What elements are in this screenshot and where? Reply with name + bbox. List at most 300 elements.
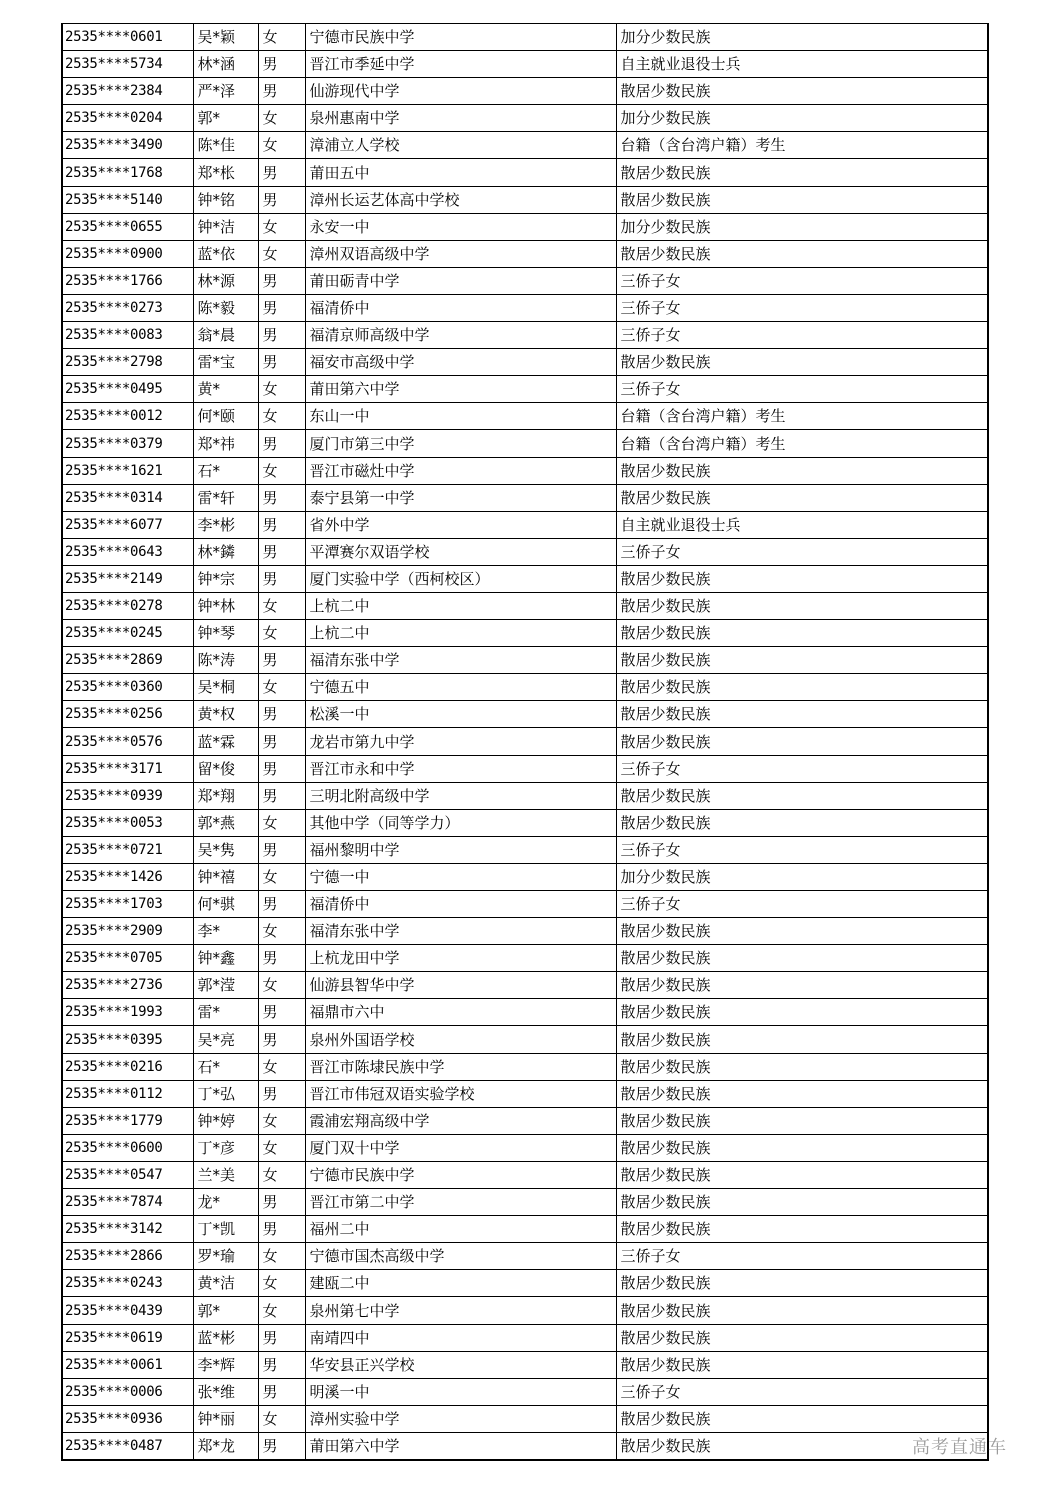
candidate-name-cell: 郑*枨 <box>193 159 258 186</box>
candidate-name-cell: 钟*禧 <box>193 863 258 890</box>
category-cell: 散居少数民族 <box>616 728 988 755</box>
candidate-gender-cell: 男 <box>258 267 305 294</box>
table-row <box>62 511 988 538</box>
candidate-gender-cell: 男 <box>258 1080 305 1107</box>
candidate-name-cell: 蓝*霖 <box>193 728 258 755</box>
candidate-id-cell: 2535****0273 <box>62 294 193 321</box>
candidate-id-cell: 2535****0601 <box>62 24 193 51</box>
candidate-gender-cell: 男 <box>258 294 305 321</box>
candidate-name-cell: 郭*滢 <box>193 972 258 999</box>
category-cell: 三侨子女 <box>616 1243 988 1270</box>
category-cell: 散居少数民族 <box>616 647 988 674</box>
category-cell: 散居少数民族 <box>616 674 988 701</box>
candidate-name-cell: 丁*彦 <box>193 1134 258 1161</box>
category-cell: 散居少数民族 <box>616 349 988 376</box>
candidate-id-cell: 2535****0360 <box>62 674 193 701</box>
table-row <box>62 1053 988 1080</box>
candidate-gender-cell: 男 <box>258 565 305 592</box>
category-cell: 三侨子女 <box>616 294 988 321</box>
candidate-gender-cell: 女 <box>258 918 305 945</box>
table-row <box>62 1134 988 1161</box>
candidate-gender-cell: 女 <box>258 403 305 430</box>
school-name-cell: 仙游县智华中学 <box>305 972 616 999</box>
table-row <box>62 186 988 213</box>
candidate-id-cell: 2535****2736 <box>62 972 193 999</box>
category-cell: 散居少数民族 <box>616 620 988 647</box>
candidate-gender-cell: 男 <box>258 51 305 78</box>
school-name-cell: 厦门实验中学（西柯校区） <box>305 565 616 592</box>
candidate-name-cell: 林*鏻 <box>193 538 258 565</box>
candidate-id-cell: 2535****0487 <box>62 1432 193 1460</box>
candidate-gender-cell: 女 <box>258 1053 305 1080</box>
category-cell: 加分少数民族 <box>616 105 988 132</box>
candidate-gender-cell: 男 <box>258 78 305 105</box>
category-cell: 台籍（含台湾户籍）考生 <box>616 403 988 430</box>
category-cell: 散居少数民族 <box>616 484 988 511</box>
candidate-name-cell: 蓝*依 <box>193 240 258 267</box>
candidate-id-cell: 2535****0216 <box>62 1053 193 1080</box>
candidate-id-cell: 2535****0900 <box>62 240 193 267</box>
candidate-id-cell: 2535****0576 <box>62 728 193 755</box>
candidate-id-cell: 2535****0204 <box>62 105 193 132</box>
candidate-gender-cell: 女 <box>258 213 305 240</box>
candidate-name-cell: 郑*龙 <box>193 1432 258 1460</box>
candidate-id-cell: 2535****0006 <box>62 1378 193 1405</box>
school-name-cell: 泉州第七中学 <box>305 1297 616 1324</box>
candidate-gender-cell: 女 <box>258 240 305 267</box>
candidate-name-cell: 钟*婷 <box>193 1107 258 1134</box>
category-cell: 散居少数民族 <box>616 1270 988 1297</box>
candidate-name-cell: 李*辉 <box>193 1351 258 1378</box>
candidate-id-cell: 2535****0278 <box>62 592 193 619</box>
category-cell: 散居少数民族 <box>616 592 988 619</box>
candidate-gender-cell: 男 <box>258 728 305 755</box>
table-row <box>62 592 988 619</box>
candidate-gender-cell: 男 <box>258 836 305 863</box>
category-cell: 散居少数民族 <box>616 782 988 809</box>
school-name-cell: 福安市高级中学 <box>305 349 616 376</box>
candidate-name-cell: 石* <box>193 457 258 484</box>
category-cell: 散居少数民族 <box>616 159 988 186</box>
table-row <box>62 213 988 240</box>
school-name-cell: 莆田五中 <box>305 159 616 186</box>
candidate-name-cell: 李*彬 <box>193 511 258 538</box>
school-name-cell: 泰宁县第一中学 <box>305 484 616 511</box>
candidate-gender-cell: 男 <box>258 1351 305 1378</box>
table-row <box>62 159 988 186</box>
school-name-cell: 上杭二中 <box>305 592 616 619</box>
table-row <box>62 403 988 430</box>
category-cell: 加分少数民族 <box>616 24 988 51</box>
school-name-cell: 平潭赛尔双语学校 <box>305 538 616 565</box>
school-name-cell: 上杭龙田中学 <box>305 945 616 972</box>
category-cell: 加分少数民族 <box>616 863 988 890</box>
candidate-gender-cell: 男 <box>258 538 305 565</box>
school-name-cell: 漳州实验中学 <box>305 1405 616 1432</box>
candidate-gender-cell: 男 <box>258 782 305 809</box>
candidate-gender-cell: 男 <box>258 1026 305 1053</box>
candidate-name-cell: 留*俊 <box>193 755 258 782</box>
candidate-gender-cell: 男 <box>258 484 305 511</box>
candidate-id-cell: 2535****0395 <box>62 1026 193 1053</box>
school-name-cell: 宁德市国杰高级中学 <box>305 1243 616 1270</box>
candidate-name-cell: 郑*祎 <box>193 430 258 457</box>
table-row <box>62 1351 988 1378</box>
category-cell: 加分少数民族 <box>616 213 988 240</box>
school-name-cell: 三明北附高级中学 <box>305 782 616 809</box>
candidate-name-cell: 兰*美 <box>193 1161 258 1188</box>
table-row <box>62 1432 988 1460</box>
category-cell: 散居少数民族 <box>616 240 988 267</box>
table-row <box>62 24 988 51</box>
school-name-cell: 华安县正兴学校 <box>305 1351 616 1378</box>
candidate-id-cell: 2535****0655 <box>62 213 193 240</box>
candidate-gender-cell: 男 <box>258 701 305 728</box>
candidate-name-cell: 吴*隽 <box>193 836 258 863</box>
school-name-cell: 松溪一中 <box>305 701 616 728</box>
table-row <box>62 701 988 728</box>
school-name-cell: 晋江市伟冠双语实验学校 <box>305 1080 616 1107</box>
school-name-cell: 仙游现代中学 <box>305 78 616 105</box>
category-cell: 散居少数民族 <box>616 1405 988 1432</box>
candidate-id-cell: 2535****2149 <box>62 565 193 592</box>
school-name-cell: 漳州双语高级中学 <box>305 240 616 267</box>
candidate-gender-cell: 男 <box>258 322 305 349</box>
category-cell: 散居少数民族 <box>616 1107 988 1134</box>
candidate-gender-cell: 女 <box>258 620 305 647</box>
candidate-gender-cell: 女 <box>258 1270 305 1297</box>
candidate-gender-cell: 男 <box>258 647 305 674</box>
table-row <box>62 376 988 403</box>
school-name-cell: 福清东张中学 <box>305 918 616 945</box>
candidate-id-cell: 2535****0053 <box>62 809 193 836</box>
category-cell: 散居少数民族 <box>616 1324 988 1351</box>
table-row <box>62 1270 988 1297</box>
candidate-id-cell: 2535****0939 <box>62 782 193 809</box>
candidate-gender-cell: 女 <box>258 1405 305 1432</box>
school-name-cell: 福清东张中学 <box>305 647 616 674</box>
candidate-id-cell: 2535****0547 <box>62 1161 193 1188</box>
candidate-id-cell: 2535****0112 <box>62 1080 193 1107</box>
candidate-id-cell: 2535****3171 <box>62 755 193 782</box>
school-name-cell: 晋江市永和中学 <box>305 755 616 782</box>
table-row <box>62 1378 988 1405</box>
table-row <box>62 322 988 349</box>
candidate-id-cell: 2535****0012 <box>62 403 193 430</box>
candidate-name-cell: 钟*洁 <box>193 213 258 240</box>
school-name-cell: 明溪一中 <box>305 1378 616 1405</box>
candidate-gender-cell: 女 <box>258 809 305 836</box>
category-cell: 三侨子女 <box>616 1378 988 1405</box>
category-cell: 三侨子女 <box>616 376 988 403</box>
candidate-gender-cell: 女 <box>258 457 305 484</box>
candidate-id-cell: 2535****1993 <box>62 999 193 1026</box>
candidate-name-cell: 雷*轩 <box>193 484 258 511</box>
category-cell: 散居少数民族 <box>616 1134 988 1161</box>
school-name-cell: 省外中学 <box>305 511 616 538</box>
school-name-cell: 莆田砺青中学 <box>305 267 616 294</box>
candidate-id-cell: 2535****0061 <box>62 1351 193 1378</box>
school-name-cell: 其他中学（同等学力） <box>305 809 616 836</box>
category-cell: 自主就业退役士兵 <box>616 511 988 538</box>
candidate-gender-cell: 女 <box>258 1161 305 1188</box>
candidate-name-cell: 钟*宗 <box>193 565 258 592</box>
category-cell: 散居少数民族 <box>616 918 988 945</box>
candidate-gender-cell: 男 <box>258 349 305 376</box>
table-row <box>62 1161 988 1188</box>
candidate-name-cell: 钟*林 <box>193 592 258 619</box>
category-cell: 散居少数民族 <box>616 78 988 105</box>
candidate-name-cell: 吴*亮 <box>193 1026 258 1053</box>
category-cell: 散居少数民族 <box>616 1432 988 1460</box>
school-name-cell: 宁德一中 <box>305 863 616 890</box>
school-name-cell: 晋江市季延中学 <box>305 51 616 78</box>
candidate-id-cell: 2535****2869 <box>62 647 193 674</box>
category-cell: 散居少数民族 <box>616 809 988 836</box>
candidate-gender-cell: 男 <box>258 755 305 782</box>
table-row <box>62 1189 988 1216</box>
candidate-gender-cell: 女 <box>258 132 305 159</box>
school-name-cell: 福清京师高级中学 <box>305 322 616 349</box>
school-name-cell: 东山一中 <box>305 403 616 430</box>
school-name-cell: 福鼎市六中 <box>305 999 616 1026</box>
table-row <box>62 755 988 782</box>
category-cell: 散居少数民族 <box>616 186 988 213</box>
table-row <box>62 836 988 863</box>
table-row <box>62 538 988 565</box>
table-row <box>62 105 988 132</box>
category-cell: 散居少数民族 <box>616 457 988 484</box>
candidate-name-cell: 翁*晨 <box>193 322 258 349</box>
category-cell: 散居少数民族 <box>616 1161 988 1188</box>
table-row <box>62 863 988 890</box>
candidate-id-cell: 2535****6077 <box>62 511 193 538</box>
candidate-id-cell: 2535****0243 <box>62 1270 193 1297</box>
candidate-name-cell: 丁*凯 <box>193 1216 258 1243</box>
category-cell: 散居少数民族 <box>616 701 988 728</box>
candidate-id-cell: 2535****0721 <box>62 836 193 863</box>
school-name-cell: 莆田第六中学 <box>305 1432 616 1460</box>
table-row <box>62 240 988 267</box>
candidate-name-cell: 龙* <box>193 1189 258 1216</box>
candidate-id-cell: 2535****0439 <box>62 1297 193 1324</box>
candidate-id-cell: 2535****2909 <box>62 918 193 945</box>
candidate-gender-cell: 女 <box>258 105 305 132</box>
candidate-id-cell: 2535****2384 <box>62 78 193 105</box>
candidate-name-cell: 吴*颖 <box>193 24 258 51</box>
category-cell: 三侨子女 <box>616 322 988 349</box>
table-row <box>62 132 988 159</box>
candidate-table <box>61 23 989 1461</box>
category-cell: 台籍（含台湾户籍）考生 <box>616 132 988 159</box>
table-row <box>62 647 988 674</box>
table-row <box>62 1080 988 1107</box>
category-cell: 散居少数民族 <box>616 945 988 972</box>
table-row <box>62 1324 988 1351</box>
candidate-id-cell: 2535****1703 <box>62 891 193 918</box>
candidate-name-cell: 李* <box>193 918 258 945</box>
candidate-gender-cell: 女 <box>258 674 305 701</box>
candidate-name-cell: 陈*涛 <box>193 647 258 674</box>
candidate-name-cell: 郭* <box>193 1297 258 1324</box>
table-row <box>62 349 988 376</box>
school-name-cell: 漳浦立人学校 <box>305 132 616 159</box>
category-cell: 三侨子女 <box>616 891 988 918</box>
candidate-gender-cell: 男 <box>258 999 305 1026</box>
table-row <box>62 457 988 484</box>
school-name-cell: 霞浦宏翔高级中学 <box>305 1107 616 1134</box>
candidate-name-cell: 郭* <box>193 105 258 132</box>
table-row <box>62 972 988 999</box>
candidate-name-cell: 钟*鑫 <box>193 945 258 972</box>
candidate-gender-cell: 男 <box>258 945 305 972</box>
school-name-cell: 福州黎明中学 <box>305 836 616 863</box>
candidate-gender-cell: 男 <box>258 430 305 457</box>
school-name-cell: 厦门双十中学 <box>305 1134 616 1161</box>
table-row <box>62 1405 988 1432</box>
school-name-cell: 福清侨中 <box>305 294 616 321</box>
school-name-cell: 厦门市第三中学 <box>305 430 616 457</box>
candidate-id-cell: 2535****0245 <box>62 620 193 647</box>
candidate-id-cell: 2535****2798 <box>62 349 193 376</box>
candidate-id-cell: 2535****0314 <box>62 484 193 511</box>
table-row <box>62 728 988 755</box>
table-row <box>62 1107 988 1134</box>
candidate-gender-cell: 男 <box>258 511 305 538</box>
candidate-name-cell: 黄*权 <box>193 701 258 728</box>
candidate-name-cell: 吴*桐 <box>193 674 258 701</box>
table-row <box>62 51 988 78</box>
school-name-cell: 晋江市第二中学 <box>305 1189 616 1216</box>
table-row <box>62 1026 988 1053</box>
table-row <box>62 891 988 918</box>
candidate-name-cell: 黄*洁 <box>193 1270 258 1297</box>
table-row <box>62 78 988 105</box>
candidate-name-cell: 钟*铭 <box>193 186 258 213</box>
school-name-cell: 福清侨中 <box>305 891 616 918</box>
table-row <box>62 782 988 809</box>
candidate-gender-cell: 男 <box>258 1432 305 1460</box>
school-name-cell: 晋江市磁灶中学 <box>305 457 616 484</box>
candidate-gender-cell: 男 <box>258 1324 305 1351</box>
candidate-id-cell: 2535****1766 <box>62 267 193 294</box>
candidate-name-cell: 张*维 <box>193 1378 258 1405</box>
category-cell: 三侨子女 <box>616 538 988 565</box>
school-name-cell: 晋江市陈埭民族中学 <box>305 1053 616 1080</box>
candidate-gender-cell: 女 <box>258 592 305 619</box>
candidate-name-cell: 蓝*彬 <box>193 1324 258 1351</box>
candidate-name-cell: 林*涵 <box>193 51 258 78</box>
candidate-name-cell: 雷* <box>193 999 258 1026</box>
category-cell: 台籍（含台湾户籍）考生 <box>616 430 988 457</box>
category-cell: 散居少数民族 <box>616 999 988 1026</box>
school-name-cell: 泉州外国语学校 <box>305 1026 616 1053</box>
table-row <box>62 918 988 945</box>
school-name-cell: 宁德市民族中学 <box>305 1161 616 1188</box>
candidate-name-cell: 何*颐 <box>193 403 258 430</box>
candidate-gender-cell: 男 <box>258 1189 305 1216</box>
candidate-id-cell: 2535****0619 <box>62 1324 193 1351</box>
candidate-id-cell: 2535****0936 <box>62 1405 193 1432</box>
watermark-text: 高考直通车 <box>912 1437 1007 1458</box>
school-name-cell: 宁德五中 <box>305 674 616 701</box>
candidate-name-cell: 罗*瑜 <box>193 1243 258 1270</box>
school-name-cell: 南靖四中 <box>305 1324 616 1351</box>
table-row <box>62 620 988 647</box>
candidate-id-cell: 2535****1426 <box>62 863 193 890</box>
school-name-cell: 漳州长运艺体高中学校 <box>305 186 616 213</box>
category-cell: 散居少数民族 <box>616 1297 988 1324</box>
candidate-gender-cell: 女 <box>258 24 305 51</box>
table-row <box>62 999 988 1026</box>
candidate-id-cell: 2535****1779 <box>62 1107 193 1134</box>
school-name-cell: 建瓯二中 <box>305 1270 616 1297</box>
category-cell: 散居少数民族 <box>616 1216 988 1243</box>
category-cell: 自主就业退役士兵 <box>616 51 988 78</box>
school-name-cell: 福州二中 <box>305 1216 616 1243</box>
candidate-id-cell: 2535****0083 <box>62 322 193 349</box>
candidate-gender-cell: 女 <box>258 1107 305 1134</box>
table-row <box>62 1297 988 1324</box>
candidate-gender-cell: 女 <box>258 1243 305 1270</box>
candidate-id-cell: 2535****0495 <box>62 376 193 403</box>
candidate-name-cell: 雷*宝 <box>193 349 258 376</box>
candidate-name-cell: 何*骐 <box>193 891 258 918</box>
table-row <box>62 809 988 836</box>
table-row <box>62 1243 988 1270</box>
table-row <box>62 565 988 592</box>
category-cell: 散居少数民族 <box>616 1351 988 1378</box>
candidate-id-cell: 2535****1768 <box>62 159 193 186</box>
candidate-name-cell: 石* <box>193 1053 258 1080</box>
table-row <box>62 430 988 457</box>
candidate-gender-cell: 女 <box>258 972 305 999</box>
candidate-gender-cell: 女 <box>258 376 305 403</box>
table-row <box>62 484 988 511</box>
category-cell: 三侨子女 <box>616 755 988 782</box>
candidate-name-cell: 严*泽 <box>193 78 258 105</box>
school-name-cell: 莆田第六中学 <box>305 376 616 403</box>
candidate-id-cell: 2535****0705 <box>62 945 193 972</box>
category-cell: 散居少数民族 <box>616 1189 988 1216</box>
category-cell: 散居少数民族 <box>616 1053 988 1080</box>
school-name-cell: 上杭二中 <box>305 620 616 647</box>
candidate-id-cell: 2535****0600 <box>62 1134 193 1161</box>
candidate-name-cell: 丁*弘 <box>193 1080 258 1107</box>
candidate-gender-cell: 女 <box>258 863 305 890</box>
candidate-id-cell: 2535****3490 <box>62 132 193 159</box>
candidate-gender-cell: 男 <box>258 891 305 918</box>
school-name-cell: 永安一中 <box>305 213 616 240</box>
candidate-name-cell: 黄* <box>193 376 258 403</box>
candidate-gender-cell: 女 <box>258 1134 305 1161</box>
candidate-id-cell: 2535****0643 <box>62 538 193 565</box>
candidate-gender-cell: 男 <box>258 1378 305 1405</box>
table-row <box>62 1216 988 1243</box>
candidate-id-cell: 2535****2866 <box>62 1243 193 1270</box>
category-cell: 散居少数民族 <box>616 972 988 999</box>
candidate-id-cell: 2535****5734 <box>62 51 193 78</box>
school-name-cell: 泉州惠南中学 <box>305 105 616 132</box>
candidate-id-cell: 2535****0379 <box>62 430 193 457</box>
candidate-name-cell: 钟*琴 <box>193 620 258 647</box>
candidate-id-cell: 2535****1621 <box>62 457 193 484</box>
candidate-id-cell: 2535****0256 <box>62 701 193 728</box>
school-name-cell: 宁德市民族中学 <box>305 24 616 51</box>
candidate-gender-cell: 男 <box>258 186 305 213</box>
candidate-name-cell: 林*源 <box>193 267 258 294</box>
category-cell: 散居少数民族 <box>616 565 988 592</box>
